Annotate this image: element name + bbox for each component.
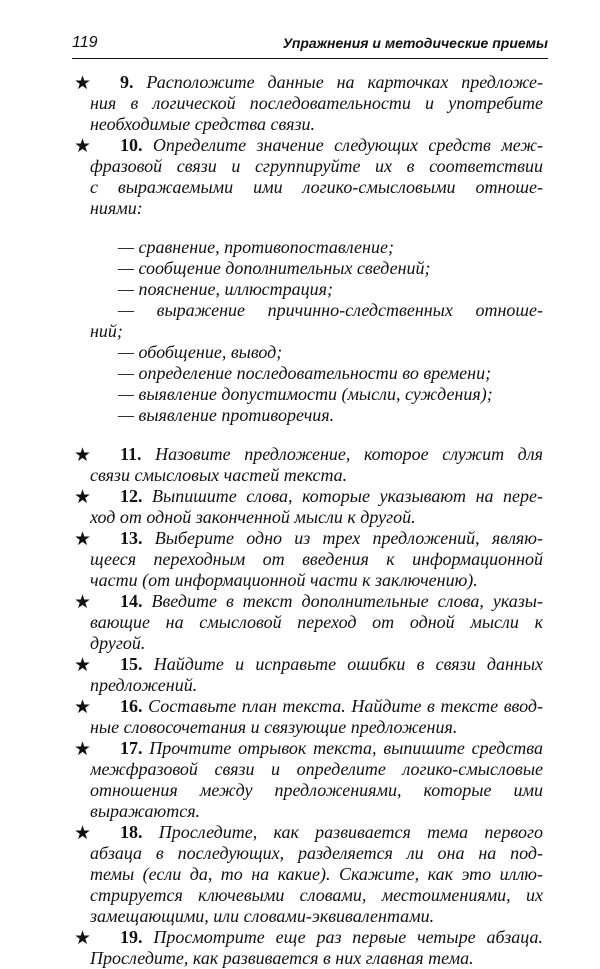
list-item: — выявление допустимости (мысли, суждения); [118,384,493,404]
star-icon: ★ [74,486,92,508]
exercise-line: Проследите, как развивается в них главная тема. [90,948,474,968]
star-icon: ★ [74,696,92,718]
exercise-line: темы (если да, то на какие). Скажите, как это иллю- [90,864,543,884]
exercise-first-line [90,591,543,612]
exercise-line: другой. [90,633,146,653]
exercise-line: отношения между предложениями, которые ими [90,780,543,800]
star-icon: ★ [74,654,92,676]
exercise-line: абзаца в последующих, разделяется ли она на под- [90,843,543,863]
exercise-first-line [90,528,543,549]
exercise-first-line [90,927,543,948]
list-item: — сообщение дополнительных сведений; [118,258,431,278]
exercise-number: 9. [120,72,134,92]
means-list [90,237,600,426]
exercise-first-line [90,444,543,465]
exercise-text: Просмотрите еще раз первые четыре абзаца. [142,927,543,947]
exercise-text: Составьте план текста. Найдите в тексте ввод- [142,696,543,716]
exercise-line: фразовой связи и сгруппируйте их в соответствии [90,156,543,176]
exercise-number: 12. [120,486,143,506]
exercises-top [0,72,600,219]
exercise-first-line [90,72,543,93]
list-item: — определение последовательности во времени; [118,363,492,383]
exercise-text: Выпишите слова, которые указывают на пере- [142,486,543,506]
exercise-text: Введите в текст дополнительные слова, указы- [142,591,543,611]
exercise-10 [0,135,600,219]
list-item: — пояснение, иллюстрация; [118,279,333,299]
exercise-first-line [90,696,543,717]
exercise-line: замещающими, или словами-эквивалентами. [90,906,435,926]
star-icon: ★ [74,822,92,844]
exercise-line: ход от одной законченной мысли к другой. [90,507,416,527]
star-icon: ★ [74,738,92,760]
exercise-number: 15. [120,654,143,674]
exercise-text: Расположите данные на карточках предложе- [133,72,543,92]
running-title: Упражнения и методические приемы [282,35,548,51]
exercise-line: необходимые средства связи. [90,114,315,134]
exercise-19 [0,927,600,969]
exercise-first-line [90,135,543,156]
exercise-line: межфразовой связи и определите логико-смысловые [90,759,543,779]
exercise-11 [0,444,600,486]
exercise-number: 19. [120,927,143,947]
list-item: — обобщение, вывод; [118,342,283,362]
exercise-15 [0,654,600,696]
exercise-line: части (от информационной части к заключению). [90,570,478,590]
exercise-12 [0,486,600,528]
page-header [72,34,548,59]
exercise-line: ния в логической последовательности и употребите [90,93,543,113]
page-number: 119 [72,34,98,51]
exercise-number: 17. [120,738,143,758]
exercise-first-line [90,486,543,507]
exercise-line: предложений. [90,675,198,695]
list-item: — выражение причинно-следственных отноше- [118,300,543,320]
list-item: — выявление противоречия. [118,405,335,425]
exercises-bottom [0,444,600,969]
exercise-line: ные словосочетания и связующие предложения. [90,717,458,737]
exercise-line: связи смысловых частей текста. [90,465,348,485]
list-item: ний; [90,321,123,341]
list-item: — сравнение, противопоставление; [118,237,394,257]
exercise-line: с выражаемыми ими логико-смысловыми отноше- [90,177,543,197]
exercise-first-line [90,738,543,759]
exercise-text: Определите значение следующих средств меж- [142,135,543,155]
exercise-line: стрируется ключевыми словами, местоимениями, их [90,885,543,905]
exercise-line: ниями: [90,198,143,218]
exercise-number: 10. [120,135,143,155]
star-icon: ★ [74,927,92,949]
exercise-text: Проследите, как развивается тема первого [142,822,543,842]
exercise-number: 11. [120,444,142,464]
exercise-line: выражаются. [90,801,201,821]
star-icon: ★ [74,135,92,157]
star-icon: ★ [74,72,92,94]
exercise-text: Выберите одно из трех предложений, являю- [142,528,543,548]
exercise-first-line [90,822,543,843]
exercise-line: вающие на смысловой переход от одной мысли к [90,612,543,632]
exercise-18 [0,822,600,927]
page-body [0,72,600,969]
exercise-13 [0,528,600,591]
exercise-16 [0,696,600,738]
exercise-14 [0,591,600,654]
star-icon: ★ [74,444,92,466]
star-icon: ★ [74,528,92,550]
exercise-line: щееся переходным от введения к информационной [90,549,543,569]
star-icon: ★ [74,591,92,613]
exercise-text: Прочтите отрывок текста, выпишите средства [142,738,543,758]
exercise-number: 18. [120,822,143,842]
exercise-number: 16. [120,696,143,716]
exercise-number: 13. [120,528,143,548]
exercise-text: Назовите предложение, которое служит для [141,444,543,464]
exercise-first-line [90,654,543,675]
exercise-text: Найдите и исправьте ошибки в связи данных [142,654,543,674]
exercise-17 [0,738,600,822]
exercise-number: 14. [120,591,143,611]
exercise-9 [0,72,600,135]
